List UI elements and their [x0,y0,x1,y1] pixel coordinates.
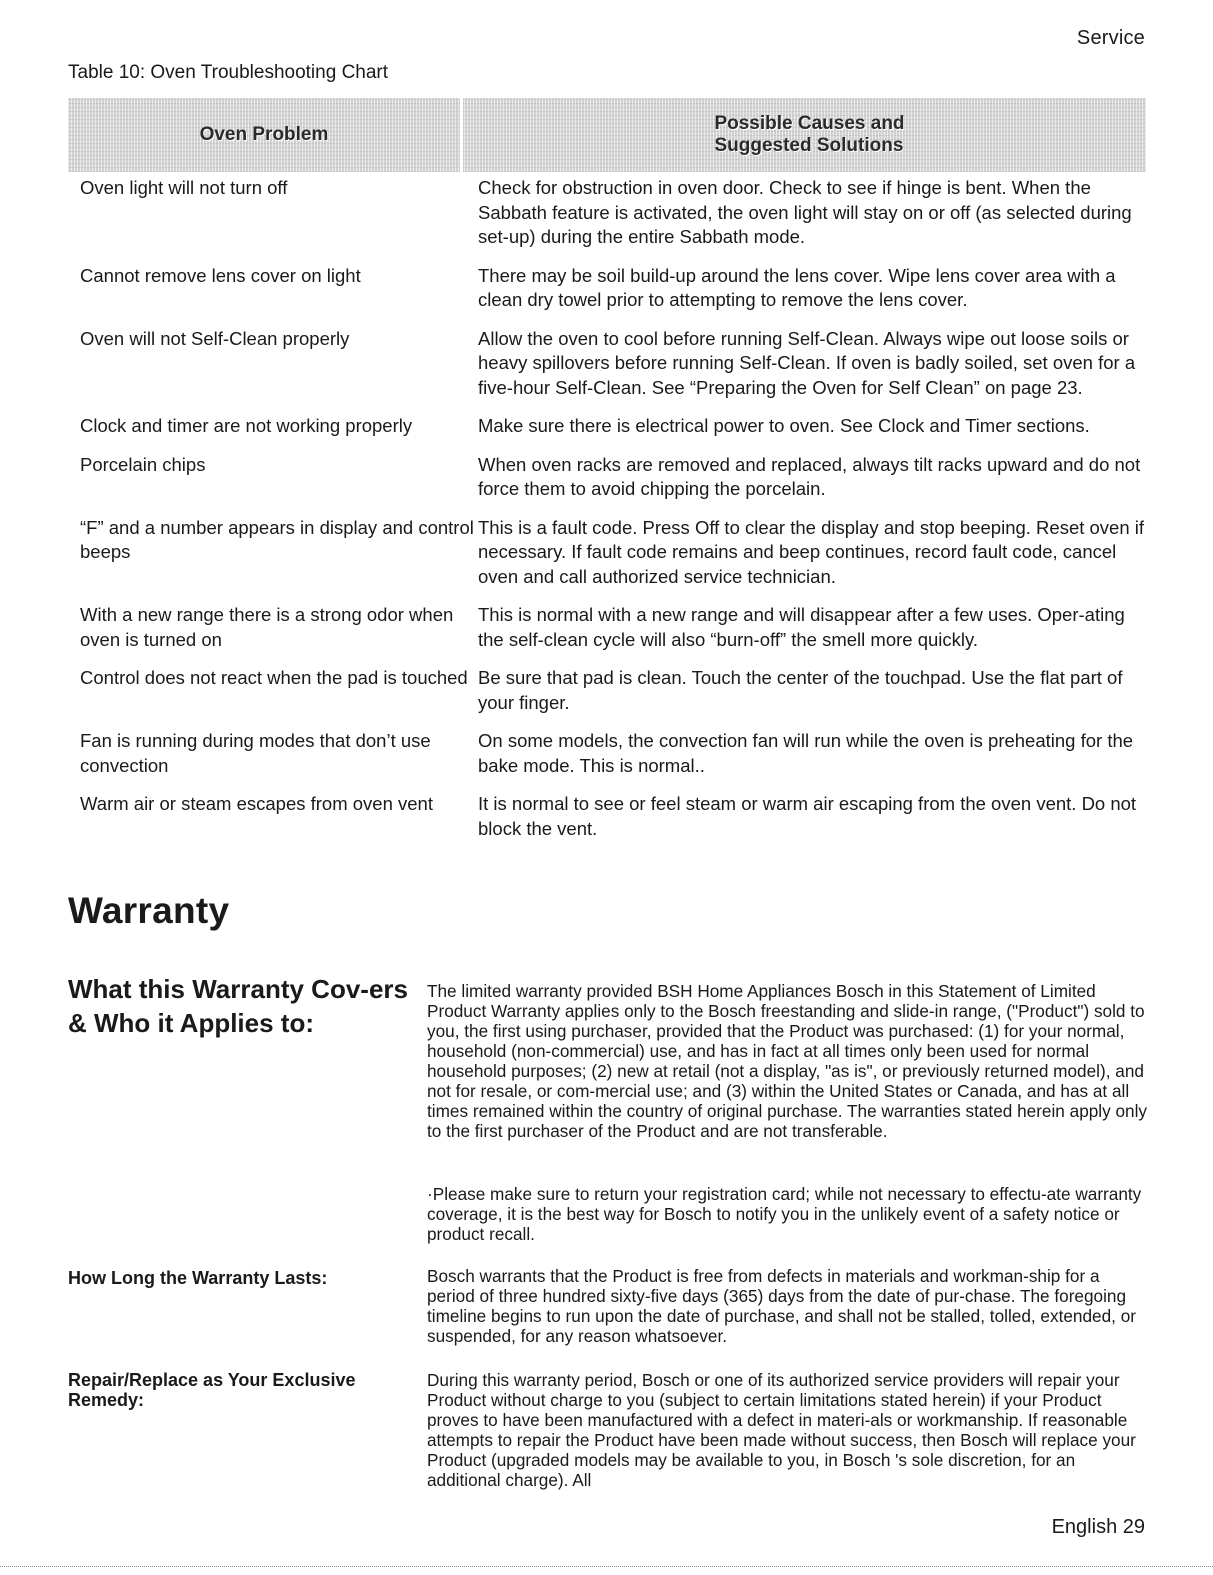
problem-cell: “F” and a number appears in display and control beeps [80,516,474,562]
table-caption: Table 10: Oven Troubleshooting Chart [68,62,389,83]
table-row [80,327,1150,401]
remedy-body: During this warranty period, Bosch or one of its authorized service providers will repair your Product without charge to you (subject to certain limitations stated herein) if your Product proves to have been manufactured with a defect in materi-als or workmanship. If reasonable attempts to repair the Product have been made without success, then Bosch will replace your Product (upgraded models may be available to you, in Bosch 's sole discretion, for an additional charge). All [427,1370,1136,1490]
table-row [80,176,1150,250]
duration-heading: How Long the Warranty Lasts: [68,1268,328,1288]
header-oven-problem [68,98,463,172]
solution-cell: When oven racks are removed and replaced, always tilt racks upward and do not force them to avoid chipping the porcelain. [478,453,1141,499]
coverage-heading: What this Warranty Cov-ers & Who it Applies to: [68,974,408,1038]
header-possible-causes-line1: Possible Causes and [714,113,905,134]
problem-cell: Fan is running during modes that don’t use convection [80,730,431,776]
solution-cell: On some models, the convection fan will run while the oven is preheating for the bake mode. This is normal.. [478,730,1134,776]
table-row [80,603,1150,652]
problem-cell: With a new range there is a strong odor when oven is turned on [80,604,454,650]
page-footer: English 29 [1051,1516,1145,1538]
solution-cell: This is a fault code. Press Off to clear the display and stop beeping. Reset oven if necessary. If fault code remains and beep continues, record fault code, cancel oven and call authorized service technician. [478,516,1145,587]
header-oven-problem-label: Oven Problem [199,124,329,145]
problem-cell: Cannot remove lens cover on light [80,264,361,286]
solution-cell: There may be soil build-up around the lens cover. Wipe lens cover area with a clean dry towel prior to attempting to remove the lens cover. [478,264,1116,310]
table-row [80,792,1150,841]
table-row [80,729,1150,778]
solution-cell: This is normal with a new range and will disappear after a few uses. Oper-ating the self-clean cycle will also “burn-off” the smell more quickly. [478,604,1125,650]
coverage-paragraph-1: The limited warranty provided BSH Home Appliances Bosch in this Statement of Limited Product Warranty applies only to the Bosch freestanding and slide-in range, ("Product") sold to you, the first using purchaser, provided that the Product was purchased: (1) for your normal, household (non-commercial) use, and has in fact at all times only been used for normal household purposes; (2) new at retail (not a display, "as is", or previously returned model), and not for resale, or com-mercial use; and (3) within the United States or Canada, and has at all times remained within the country of original purchase. The warranties stated herein apply only to the first purchaser of the Product and are not transferable. [427,981,1148,1141]
problem-cell: Clock and timer are not working properly [80,415,413,436]
section-label: Service [1076,27,1145,49]
problem-cell: Oven light will not turn off [80,177,288,198]
solution-cell: Make sure there is electrical power to oven. See Clock and Timer sections. [478,415,1090,436]
remedy-heading: Repair/Replace as Your Exclusive Remedy: [68,1370,356,1410]
problem-cell: Oven will not Self-Clean properly [80,327,350,349]
duration-body: Bosch warrants that the Product is free from defects in materials and workman-ship for a period of three hundred sixty-five days (365) days from the date of pur-chase. The foregoing timeline begins to run upon the date of purchase, and shall not be stalled, tolled, extended, or suspended, for any reason whatsoever. [427,1266,1136,1346]
header-possible-causes [463,98,1146,172]
solution-cell: Be sure that pad is clean. Touch the center of the touchpad. Use the flat part of your finger. [478,667,1123,713]
table-row [80,666,1150,715]
warranty-title: Warranty [68,890,230,931]
solution-cell: It is normal to see or feel steam or warm air escaping from the oven vent. Do not block the vent. [478,793,1137,839]
bottom-divider [0,1566,1213,1567]
problem-cell: Control does not react when the pad is touched [80,667,468,688]
table-row [80,264,1150,313]
solution-cell: Allow the oven to cool before running Self-Clean. Always wipe out loose soils or heavy spillovers before running Self-Clean. If oven is badly soiled, set oven for a five-hour Self-Clean. See “Preparing the Oven for Self Clean” on page 23. [478,327,1136,398]
table-header [68,98,1146,172]
table-row [80,453,1150,502]
troubleshooting-table-body [80,176,1150,855]
problem-cell: Porcelain chips [80,453,206,475]
table-row [80,516,1150,590]
solution-cell: Check for obstruction in oven door. Check to see if hinge is bent. When the Sabbath feature is activated, the oven light will stay on or off (as selected during set-up) during the entire Sabbath mode. [478,177,1132,247]
header-possible-causes-label [704,113,904,157]
problem-cell: Warm air or steam escapes from oven vent [80,793,433,814]
coverage-paragraph-2: ·Please make sure to return your registration card; while not necessary to effectu-ate warranty coverage, it is the best way for Bosch to notify you in the unlikely event of a safety notice or product recall. [427,1184,1142,1244]
header-possible-causes-line2: Suggested Solutions [714,135,904,156]
table-row [80,414,1150,439]
